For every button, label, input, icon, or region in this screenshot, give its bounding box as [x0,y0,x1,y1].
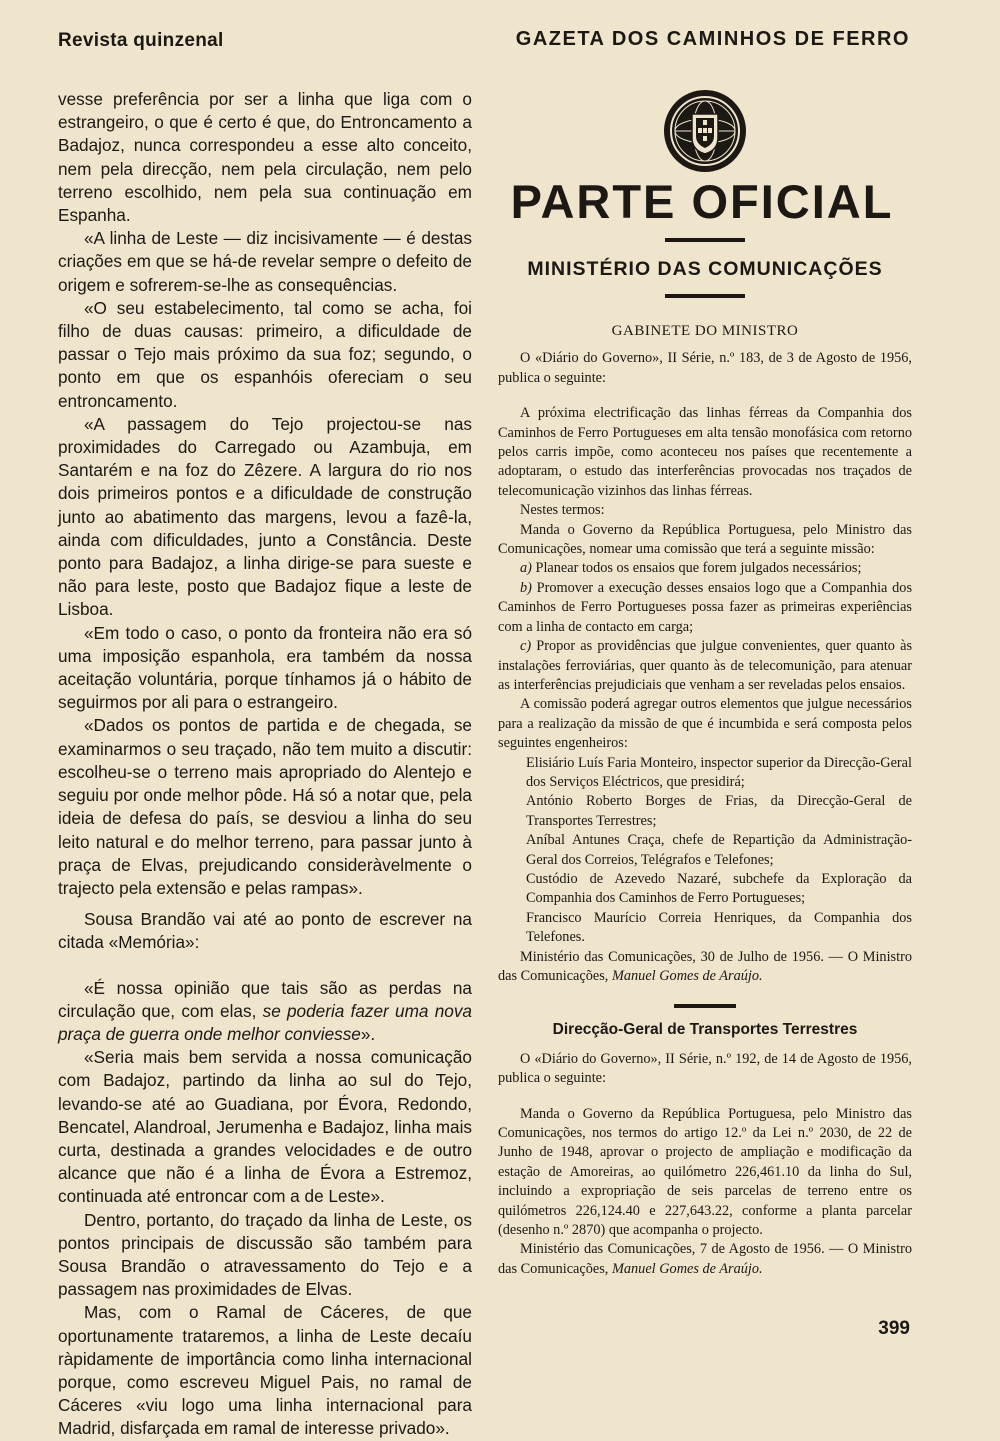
signature-text: Ministério das Comunicações, 30 de Julho de 1956. — O Ministro das Comunicações, [498,948,912,984]
signature-line [498,948,912,987]
paragraph: «Dados os pontos de partida e de chegada, se examinarmos o seu traçado, não tem muito a discutir: escolheu-se o terreno mais apropriado do Alentejo e seguiu por onde melhor pôde. Há só a notar que, pela ideia de defesa do país, se desviou a linha do seu leito natural e do melhor terreno, para passar junto à praça de Elvas, prejudicando consideràvelmente o trajecto pela extensão e pelas rampas». [58,715,472,898]
quote-end: ». [360,1023,376,1044]
list-text: Planear todos os ensaios que forem julgados necessários; [535,560,862,577]
engineer-entry: António Roberto Borges de Frias, da Direcção-Geral de Transportes Terrestres; [526,793,912,829]
engineer-list [498,754,912,948]
list-letter: b) [520,579,532,596]
engineer-entry: Elisiário Luís Faria Monteiro, inspector superior da Direcção-Geral dos Serviços Eléctricos, que presidirá; [526,754,912,790]
quote-paragraph [58,977,472,1047]
signature-text: Ministério das Comunicações, 7 de Agosto de 1956. — O Ministro das Comunicações, [498,1241,912,1277]
paragraph: «Em todo o caso, o ponto da fronteira não era só uma imposição espanhola, era também da nossa aceitação voluntária, porque tínhamos já o hábito de seguirmos por ali para o estrangeiro. [58,622,472,713]
paragraph: Sousa Brandão vai até ao ponto de escrever na citada «Memória»: [58,909,472,953]
right-column [498,88,912,1279]
signature-name: Manuel Gomes de Araújo. [611,968,763,984]
paragraph: «Seria mais bem servida a nossa comunicação com Badajoz, partindo da linha ao sul do Tejo, levando-se até ao Guadiana, por Évora, Redondo, Bencatel, Alandroal, Jerumenha e Badajoz, linha mais curta, destinada a grandes velocidades e de outro alcance que não é a linha de Évora a Estremoz, continuada até entroncar com a de Leste». [58,1047,472,1207]
list-text: Propor as providências que julgue convenientes, quer quanto às instalações ferroviárias, quer quanto às de telecomunição, para atenuar as interferências prejudiciais que venham a ser reveladas pelos ensaios. [498,638,913,693]
paragraph: A próxima electrificação das linhas férreas da Companhia dos Caminhos de Ferro Portugueses em alta tensão monofásica com retorno pelos carris impõe, como aconteceu nos países que recentemente a adoptaram, o estudo das interferências provocadas nos traçados de telecomunicação vizinhos das linhas férreas. [498,405,912,499]
section-heading: Direcção-Geral de Transportes Terrestres [552,1021,858,1039]
list-letter: c) [520,638,532,655]
paragraph: O «Diário do Governo», II Série, n.º 192, de 14 de Agosto de 1956, publica o seguinte: [498,1050,912,1087]
engineer-entry: Aníbal Antunes Craça, chefe de Repartição da Administração-Geral dos Correios, Telégrafos e Telefones; [526,832,912,868]
paragraph: O «Diário do Governo», II Série, n.º 183, de 3 de Agosto de 1956, publica o seguinte: [498,350,912,386]
section-heading: GABINETE DO MINISTRO [611,323,799,339]
list-item [498,559,912,578]
header-right: GAZETA DOS CAMINHOS DE FERRO [515,28,910,50]
quote-text: «É nossa opinião que tais são as perdas na circulação que, com elas, [58,977,472,1021]
paragraph: Dentro, portanto, do traçado da linha de Leste, os pontos principais de discussão são também para Sousa Brandão o atravessamento do Tejo e a passagem nas proximidades de Elvas. [58,1209,472,1300]
paragraph: Mas, com o Ramal de Cáceres, de que oportunamente trataremos, a linha de Leste decaíu ràpidamente de importância como linha internacional porque, como escreveu Miguel Pais, no ramal de Cáceres «viu logo uma linha internacional para Madrid, disfarçada em ramal de interesse privado». [58,1302,472,1439]
page-number: 399 [878,1318,910,1339]
paragraph: A comissão poderá agregar outros elementos que julgue necessários para a realização da missão de que é incumbida e será composta pelos seguintes engenheiros: [498,696,912,752]
coat-of-arms-emblem [662,88,748,174]
list-text: Promover a execução desses ensaios logo que a Companhia dos Caminhos de Ferro Portugueses possa fazer as primeiras experiências com a linha de contacto em carga; [498,579,913,635]
page-title: PARTE OFICIAL [510,175,894,228]
list-item [498,637,912,695]
engineer-entry: Francisco Maurício Correia Henriques, da Companhia dos Telefones. [526,909,912,946]
section-divider [674,1004,736,1008]
header-left: Revista quinzenal [58,30,224,51]
paragraph: «A linha de Leste — diz incisivamente — é destas criações em que se há-de revelar sempre o defeito de origem e sofrerem-se-lhe as consequências. [58,228,472,295]
paragraph: «O seu estabelecimento, tal como se acha, foi filho de duas causas: primeiro, a dificuldade de passar o Tejo mais próximo da sua foz; segundo, o ponto em que os espanhóis ofereciam o seu entroncamento. [58,297,472,411]
list-item [498,579,912,637]
list-letter: a) [520,560,532,577]
paragraph: Manda o Governo da República Portuguesa, pelo Ministro das Comunicações, nos termos do artigo 12.º da Lei n.º 2030, de 22 de Junho de 1948, aprovar o projecto de ampliação e modificação da estação de Amoreiras, ao quilómetro 226,461.10 da linha do Sul, incluindo a expropriação de seis parcelas de terreno entre os quilómetros 226,124.40 e 227,643.22, conforme a planta parcelar (desenho n.º 2870) que acompanha o projecto. [498,1105,912,1239]
left-column [58,88,472,1441]
quote-italic: se poderia fazer uma nova praça de guerra onde melhor conviesse [58,1000,472,1044]
signature-line [498,1240,912,1279]
paragraph: Nestes termos: [520,502,605,519]
engineer-entry: Custódio de Azevedo Nazaré, subchefe da Exploração da Companhia dos Caminhos de Ferro Portugueses; [526,870,912,907]
paragraph: Manda o Governo da República Portuguesa, pelo Ministro das Comunicações, nomear uma comissão que terá a seguinte missão: [498,521,912,558]
paragraph: vesse preferência por ser a linha que liga com o estrangeiro, o que é certo é que, do Entroncamento a Badajoz, nunca correspondeu a esse alto conceito, nem pela direcção, nem pela circulação, nem pelo terreno escolhido, nem pela sua continuação em Espanha. [58,89,472,226]
paragraph: «A passagem do Tejo projectou-se nas proximidades do Carregado ou Azambuja, em Santarém e na foz do Zêzere. A largura do rio nos dois primeiros pontos e a dificuldade de construção junto ao abatimento das margens, levou a fazê-la, ainda com dificuldades, junto a Constância. Deste ponto para Badajoz, a linha dirige-se para sueste e não para leste, posto que Badajoz fique a leste de Lisboa. [58,413,472,620]
divider [665,294,745,298]
divider [665,238,745,242]
signature-name: Manuel Gomes de Araújo. [611,1260,763,1277]
ministry-heading: MINISTÉRIO DAS COMUNICAÇÕES [527,258,883,280]
